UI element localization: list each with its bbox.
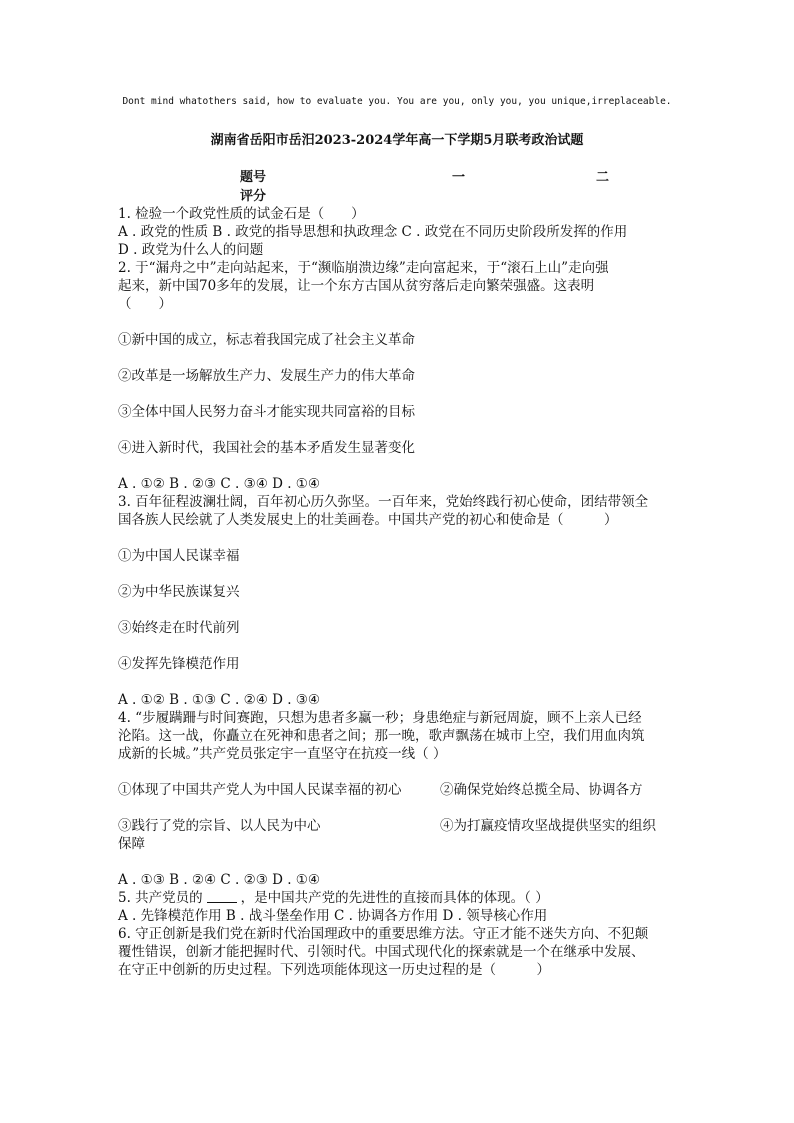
- question-4-options: A . ①③ B . ②④ C . ②③ D . ①④: [118, 872, 321, 888]
- question-3-item: ②为中华民族谋复兴: [118, 584, 240, 600]
- question-4-stem: 成新的长城。”共产党员张定宇一直坚守在抗疫一线（ ）: [118, 746, 447, 762]
- question-6-stem: 覆性错误，创新才能把握时代、引领时代。中国式现代化的探索就是一个在继承中发展、: [118, 944, 645, 960]
- question-2-item: ④进入新时代，我国社会的基本矛盾发生显著变化: [118, 440, 415, 456]
- question-4-item: ④为打赢疫情攻坚战提供坚实的组织: [440, 818, 656, 834]
- question-1-options: D . 政党为什么人的问题: [118, 242, 264, 258]
- question-3-stem: 国各族人民绘就了人类发展史上的壮美画卷。中国共产党的初心和使命是（ ）: [118, 512, 618, 528]
- question-4-stem: 沦陷。这一战，你矗立在死神和患者之间；那一晚，歌声飘荡在城市上空，我们用血肉筑: [118, 728, 645, 744]
- score-table: [240, 166, 620, 204]
- question-4-item: ②确保党始终总揽全局、协调各方: [440, 782, 643, 798]
- question-list: [118, 205, 678, 979]
- question-2-stem: 起来，新中国70多年的发展，让一个东方古国从贫穷落后走向繁荣强盛。这表明: [118, 278, 595, 294]
- question-5-stem-pre: 5. 共产党员的: [118, 890, 203, 906]
- question-4-item-row: [118, 817, 678, 835]
- question-4-item-cont: 保障: [118, 836, 145, 852]
- question-1-stem: 1. 检验一个政党性质的试金石是（ ）: [118, 206, 365, 222]
- question-3-options: A . ①② B . ①③ C . ②④ D . ③④: [118, 692, 321, 708]
- question-3-item: ④发挥先锋模范作用: [118, 656, 240, 672]
- question-2-item: ③全体中国人民努力奋斗才能实现共同富裕的目标: [118, 404, 415, 420]
- score-table-row: [240, 185, 620, 204]
- question-4-item-row: [118, 781, 678, 799]
- question-6-stem: 在守正中创新的历史过程。下列选项能体现这一历史过程的是（ ）: [118, 962, 550, 978]
- question-3-stem: 3. 百年征程波澜壮阔，百年初心历久弥坚。一百年来，党始终践行初心使命，团结带领全: [118, 494, 649, 510]
- question-2-stem: （ ）: [118, 296, 172, 312]
- question-3-item: ③始终走在时代前列: [118, 620, 240, 636]
- score-label: 评分: [240, 189, 267, 204]
- question-1-options: A . 政党的性质 B . 政党的指导思想和执政理念 C . 政党在不同历史阶段所发挥的作用: [118, 224, 628, 240]
- score-header-label: 题号: [240, 170, 267, 185]
- question-2-item: ①新中国的成立，标志着我国完成了社会主义革命: [118, 332, 415, 348]
- question-4-item: ①体现了中国共产党人为中国人民谋幸福的初心: [118, 782, 402, 798]
- score-table-row: [240, 166, 620, 185]
- question-4-stem: 4. “步履蹒跚与时间赛跑，只想为患者多赢一秒；身患绝症与新冠周旋，顾不上亲人已经: [118, 710, 642, 726]
- header-motto: Dont mind whatothers said, how to evaluate you. You are you, only you, you unique,irreplaceable.: [122, 96, 672, 107]
- question-4-item: ③践行了党的宗旨、以人民为中心: [118, 818, 321, 834]
- question-2-stem: 2. 于“漏舟之中”走向站起来，于“濒临崩溃边缘”走向富起来，于“滚石上山”走向强: [118, 260, 609, 276]
- question-6-stem: 6. 守正创新是我们党在新时代治国理政中的重要思维方法。守正才能不迷失方向、不犯颠: [118, 926, 649, 942]
- question-5-stem-post: ，是中国共产党的先进性的直接而具体的体现。（ ）: [240, 890, 549, 906]
- page-title: 湖南省岳阳市岳汨2023-2024学年高一下学期5月联考政治试题: [210, 133, 584, 148]
- question-2-item: ②改革是一场解放生产力、发展生产力的伟大革命: [118, 368, 415, 384]
- question-2-options: A . ①② B . ②③ C . ③④ D . ①④: [118, 476, 321, 492]
- question-3-item: ①为中国人民谋幸福: [118, 548, 240, 564]
- score-col-one: 一: [452, 170, 466, 185]
- score-col-two: 二: [596, 170, 610, 185]
- question-5-stem: [118, 889, 678, 907]
- answer-blank: [207, 890, 237, 903]
- question-5-options: A . 先锋模范作用 B . 战斗堡垒作用 C . 协调各方作用 D . 领导核心作用: [118, 908, 548, 924]
